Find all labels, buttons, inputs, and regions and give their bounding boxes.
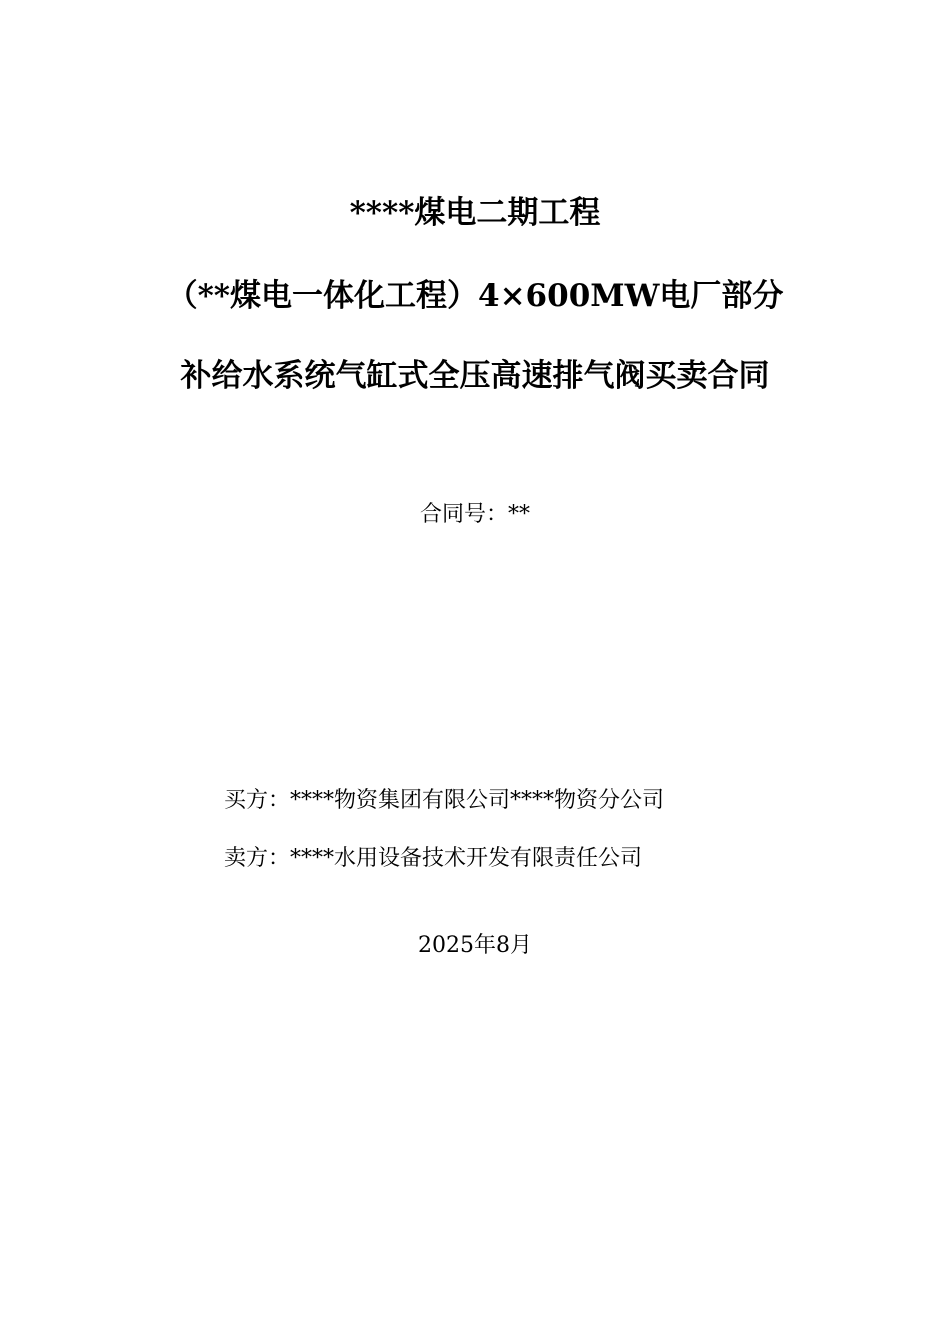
contract-date: 2025年8月 <box>418 933 532 958</box>
buyer-line: 买方：****物资集团有限公司****物资分公司 <box>224 788 665 813</box>
seller-line: 卖方：****水用设备技术开发有限责任公司 <box>224 846 643 871</box>
title-line-1: ****煤电二期工程 <box>349 195 601 231</box>
title-line-3: 补给水系统气缸式全压高速排气阀买卖合同 <box>180 358 770 394</box>
contract-number: 合同号：** <box>419 502 530 527</box>
title-line-2: （**煤电一体化工程）4×600MW电厂部分 <box>166 278 784 314</box>
